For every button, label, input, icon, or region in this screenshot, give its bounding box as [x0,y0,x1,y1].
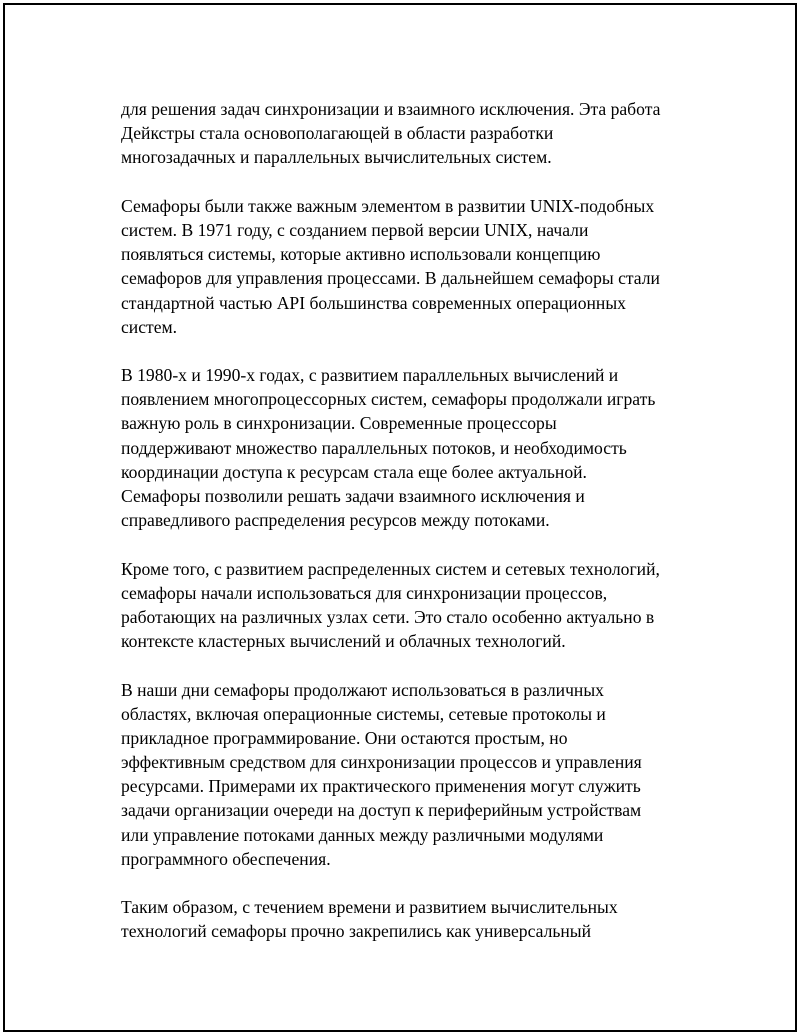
paragraph-5 [121,678,701,872]
text-line: прикладное программирование. Они остаются простым, но [121,727,568,748]
text-line: или управление потоками данных между различными модулями [121,824,604,845]
paragraph-6 [121,895,701,943]
text-line: контексте кластерных вычислений и облачных технологий. [121,631,566,652]
paragraph-3 [121,363,701,532]
paragraph-1 [121,97,701,170]
paragraph-2 [121,194,701,339]
text-line: программного обеспечения. [121,848,331,869]
text-line: систем. В 1971 году, с созданием первой версии UNIX, начали [121,219,589,240]
text-line: задачи организации очереди на доступ к периферийным устройствам [121,800,642,821]
text-line: Кроме того, с развитием распределенных систем и сетевых технологий, [121,558,660,579]
text-line: для решения задач синхронизации и взаимного исключения. Эта работа [121,99,661,119]
text-line: стандартной частью API большинства современных операционных [121,292,626,313]
text-line: появлением многопроцессорных систем, семафоры продолжали играть [121,389,656,410]
text-line: появляться системы, которые активно использовали концепцию [121,244,601,265]
text-line: поддерживают множество параллельных потоков, и необходимость [121,437,627,458]
text-line: справедливого распределения ресурсов между потоками. [121,510,550,531]
text-line: семафоров для управления процессами. В дальнейшем семафоры стали [121,268,660,289]
text-line: ресурсами. Примерами их практического применения могут служить [121,776,641,797]
text-line: многозадачных и параллельных вычислительных систем. [121,147,552,168]
text-line: систем. [121,316,178,337]
text-line: Семафоры были также важным элементом в развитии UNIX-подобных [121,195,655,216]
text-line: В наши дни семафоры продолжают использоваться в различных [121,679,604,700]
document-body [121,97,701,944]
text-line: семафоры начали использоваться для синхронизации процессов, [121,582,608,603]
text-line: В 1980-х и 1990-х годах, с развитием параллельных вычислений и [121,365,619,386]
text-line: областях, включая операционные системы, сетевые протоколы и [121,703,606,724]
text-line: координации доступа к ресурсам стала еще более актуальной. [121,461,587,482]
text-line: работающих на различных узлах сети. Это стало особенно актуально в [121,606,655,627]
text-line: эффективным средством для синхронизации процессов и управления [121,752,642,773]
text-line: Таким образом, с течением времени и развитием вычислительных [121,897,618,918]
text-line: технологий семафоры прочно закрепились как универсальный [121,921,592,942]
paragraph-4 [121,557,701,654]
text-line: важную роль в синхронизации. Современные процессоры [121,413,557,434]
text-line: Дейкстры стала основополагающей в области разработки [121,123,554,144]
text-line: Семафоры позволили решать задачи взаимного исключения и [121,486,585,506]
page-frame [3,3,797,1032]
